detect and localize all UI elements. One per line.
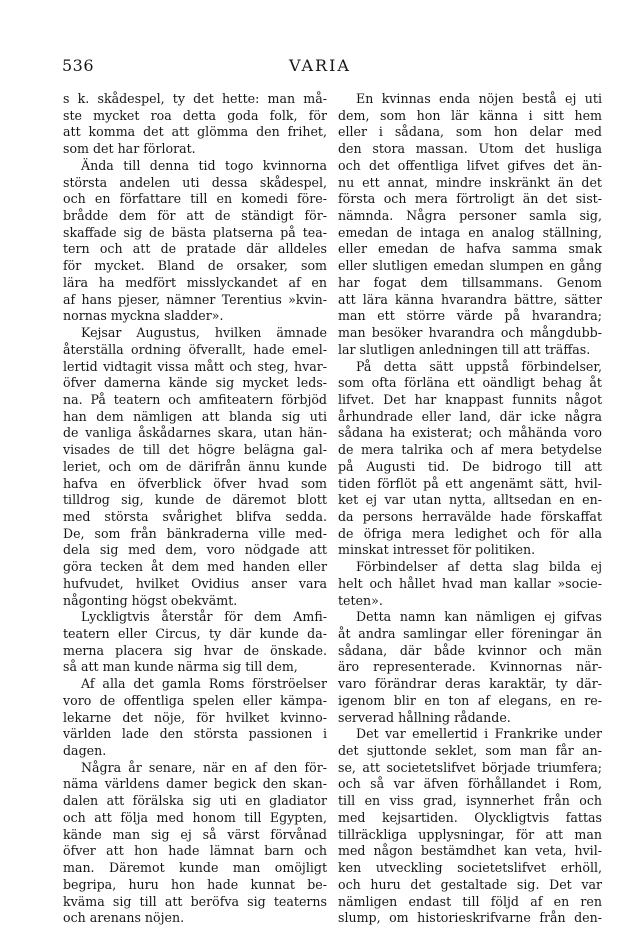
text-line: na. På teatern och amfiteatern förbjöd [63, 391, 327, 407]
text-line: s k. skådespel, ty det hette: man må- [63, 91, 327, 106]
text-line: kände man sig ej så värst förvånad [63, 826, 327, 842]
text-line: eller i sådana, som hon delar med [338, 124, 602, 140]
text-line: med kejsartiden. Olyckligtvis fattas [338, 809, 602, 825]
text-line: nämligen endast till följd af en ren [338, 893, 602, 909]
text-line: sådana ha existerat; och måhända voro [338, 425, 602, 441]
text-line: den stora massan. Utom det husliga [338, 141, 602, 157]
text-line: de öfriga mera ledighet och för alla [338, 525, 602, 541]
text-line: för mycket. Bland de orsaker, som [63, 258, 327, 274]
text-line: de vanliga åskådarnes skara, utan hän- [63, 425, 327, 441]
text-line: merna placera sig hvar de önskade. [63, 642, 327, 658]
text-line: eller slutligen emedan slumpen en gång [338, 258, 602, 274]
text-line: tilldrog sig, kunde de däremot blott [63, 492, 327, 508]
text-line: se, att societetslifvet började triumfera; [338, 759, 602, 775]
text-line: världen lade den största passionen i [63, 726, 327, 742]
text-line: Af alla det gamla Roms förströelser [81, 676, 327, 692]
text-line: Lyckligtvis återstår för dem Amfi- [81, 609, 327, 625]
text-line: och en författare till en komedi före- [63, 191, 327, 207]
text-line: tern och att de pratade där alldeles [63, 241, 327, 257]
text-line: ken utveckling societetslifvet erhöll, [338, 860, 602, 876]
text-line: nornas myckna sladder». [63, 308, 224, 324]
text-line: brådde dem för att de ständigt för- [63, 208, 327, 224]
text-line: hufvudet, hvilket Ovidius anser vara [63, 575, 327, 591]
text-line: så att man kunde närma sig till dem, [63, 659, 298, 675]
text-line: Detta namn kan nämligen ej gifvas [356, 609, 602, 625]
text-line: igenom blir en ton af elegans, en re- [338, 692, 602, 708]
text-line: hafva en öfverblick öfver hvad som [63, 475, 327, 491]
text-line: voro de offentliga spelen eller kämpa- [63, 692, 327, 708]
text-line: slump, om historieskrifvarne från den- [338, 910, 602, 926]
text-line: och arenans nöjen. [63, 910, 185, 926]
text-line: lar slutligen anledningen till att träffas. [338, 341, 591, 357]
running-title: VARIA [289, 56, 351, 75]
text-line: de mera talrika och af mera betydelse [338, 442, 602, 458]
page-number: 536 [62, 56, 95, 75]
text-line: och att följa med honom till Egypten, [63, 809, 327, 825]
text-line: visades de till det högre belägna gal- [63, 442, 327, 458]
text-line: Kejsar Augustus, hvilken ämnade [81, 325, 327, 341]
text-line: på Augusti tid. De bidrogo till att [338, 458, 602, 474]
text-line: största andelen uti dessa skådespel, [63, 174, 327, 190]
text-line: århundrade eller land, där icke några [338, 408, 602, 424]
text-line: har fogat dem tillsammans. Genom [338, 274, 602, 290]
text-line: någonting högst obekvämt. [63, 592, 238, 608]
text-line: att lära känna hvarandra bättre, sätter [338, 291, 602, 307]
text-line: da persons herravälde hade förskaffat [338, 508, 602, 524]
text-line: återställa ordning öfverallt, hade emel- [63, 341, 327, 357]
text-line: som det har förlorat. [63, 141, 196, 157]
text-line: lära ha medfört misslyckandet af en [63, 274, 327, 290]
text-line: som ofta förläna ett oändligt behag åt [338, 375, 602, 391]
text-line: dalen att förälska sig uti en gladiator [63, 793, 327, 809]
text-line: man besöker hvarandra och mångdubb- [338, 325, 602, 341]
text-line: till en viss grad, isynnerhet från och [338, 793, 602, 809]
text-line: af hans pjeser, nämner Terentius »kvin- [63, 291, 327, 307]
text-line: En kvinnas enda nöjen bestå ej uti [356, 91, 602, 106]
text-line: man ett större värde på hvarandra; [338, 308, 602, 324]
text-line: lekarne det nöje, för hvilket kvinno- [63, 709, 327, 725]
text-line: Ända till denna tid togo kvinnorna [81, 157, 327, 173]
text-line: kväma sig till att beröfva sig teaterns [63, 893, 327, 909]
text-line: göra tecken åt dem med handen eller [63, 559, 327, 575]
text-line: eller emedan de hafva samma smak [338, 241, 602, 257]
text-line: skaffade sig de bästa platserna på tea- [63, 224, 327, 240]
text-line: dem, som hon lär känna i sitt hem [338, 107, 602, 123]
text-line: med någon bestämdhet kan veta, hvil- [338, 843, 602, 859]
right-column [338, 91, 602, 927]
text-line: näma världens damer begick den skan- [63, 776, 327, 792]
text-line: och det offentliga lifvet gifves det än- [338, 157, 602, 173]
left-column [63, 91, 327, 927]
text-line: varo förändrar deras karaktär, ty där- [338, 676, 602, 692]
text-line: åt andra samlingar eller föreningar än [338, 626, 602, 641]
text-line: dagen. [63, 743, 107, 759]
text-line: ket ej var utan nytta, alltsedan en en- [338, 492, 602, 508]
text-line: teatern eller Circus, ty där kunde da- [63, 626, 327, 641]
text-line: första och mera förtroligt än det sist- [338, 191, 602, 207]
text-line: tiden förflöt på ett angenämt sätt, hvil- [338, 475, 602, 491]
text-line: sådana, där både kvinnor och män [338, 642, 602, 658]
text-line: med största svårighet blifva sedda. [63, 508, 327, 524]
text-line: lifvet. Det har knappast funnits något [338, 391, 602, 407]
text-line: han dem nämligen att blanda sig uti [63, 408, 327, 424]
text-line: serverad hållning rådande. [338, 709, 511, 725]
text-line: att komma det att glömma den frihet, [63, 124, 327, 140]
text-line: begripa, huru hon hade kunnat be- [63, 876, 327, 892]
text-line: äro representerade. Kvinnornas när- [338, 659, 602, 675]
text-line: helt och hållet hvad man kallar »socie- [338, 575, 602, 591]
text-line: dela sig med dem, voro nödgade att [63, 542, 327, 558]
text-line: det sjuttonde seklet, som man får an- [338, 743, 602, 759]
text-line: teten». [338, 592, 383, 608]
text-line: Några år senare, när en af den för- [81, 759, 327, 775]
text-line: leriet, och om de därifrån ännu kunde [63, 458, 327, 474]
text-line: ste mycket roa detta goda folk, för [63, 107, 327, 123]
text-line: minskat intresset för politiken. [338, 542, 536, 558]
text-line: öfver damerna kände sig mycket leds- [63, 375, 327, 391]
text-line: emedan de intaga en analog ställning, [338, 224, 602, 240]
text-line: man. Däremot kunde man omöjligt [63, 860, 327, 876]
text-line: nämnda. Några personer samla sig, [338, 208, 602, 224]
text-line: Det var emellertid i Frankrike under [356, 726, 602, 742]
text-line: tillräckliga upplysningar, för att man [338, 826, 602, 842]
text-line: och så var äfven förhållandet i Rom, [338, 776, 602, 792]
text-line: På detta sätt uppstå förbindelser, [356, 358, 602, 374]
text-line: öfver att hon hade lämnat barn och [63, 843, 327, 859]
text-line: De, som från bänkraderna ville med- [63, 525, 327, 541]
text-line: och huru det gestaltade sig. Det var [338, 876, 602, 892]
text-line: Förbindelser af detta slag bilda ej [356, 559, 602, 575]
text-line: nu ett annat, mindre inskränkt än det [338, 174, 602, 190]
text-line: lertid vidtagit vissa mått och steg, hvar- [63, 358, 327, 374]
